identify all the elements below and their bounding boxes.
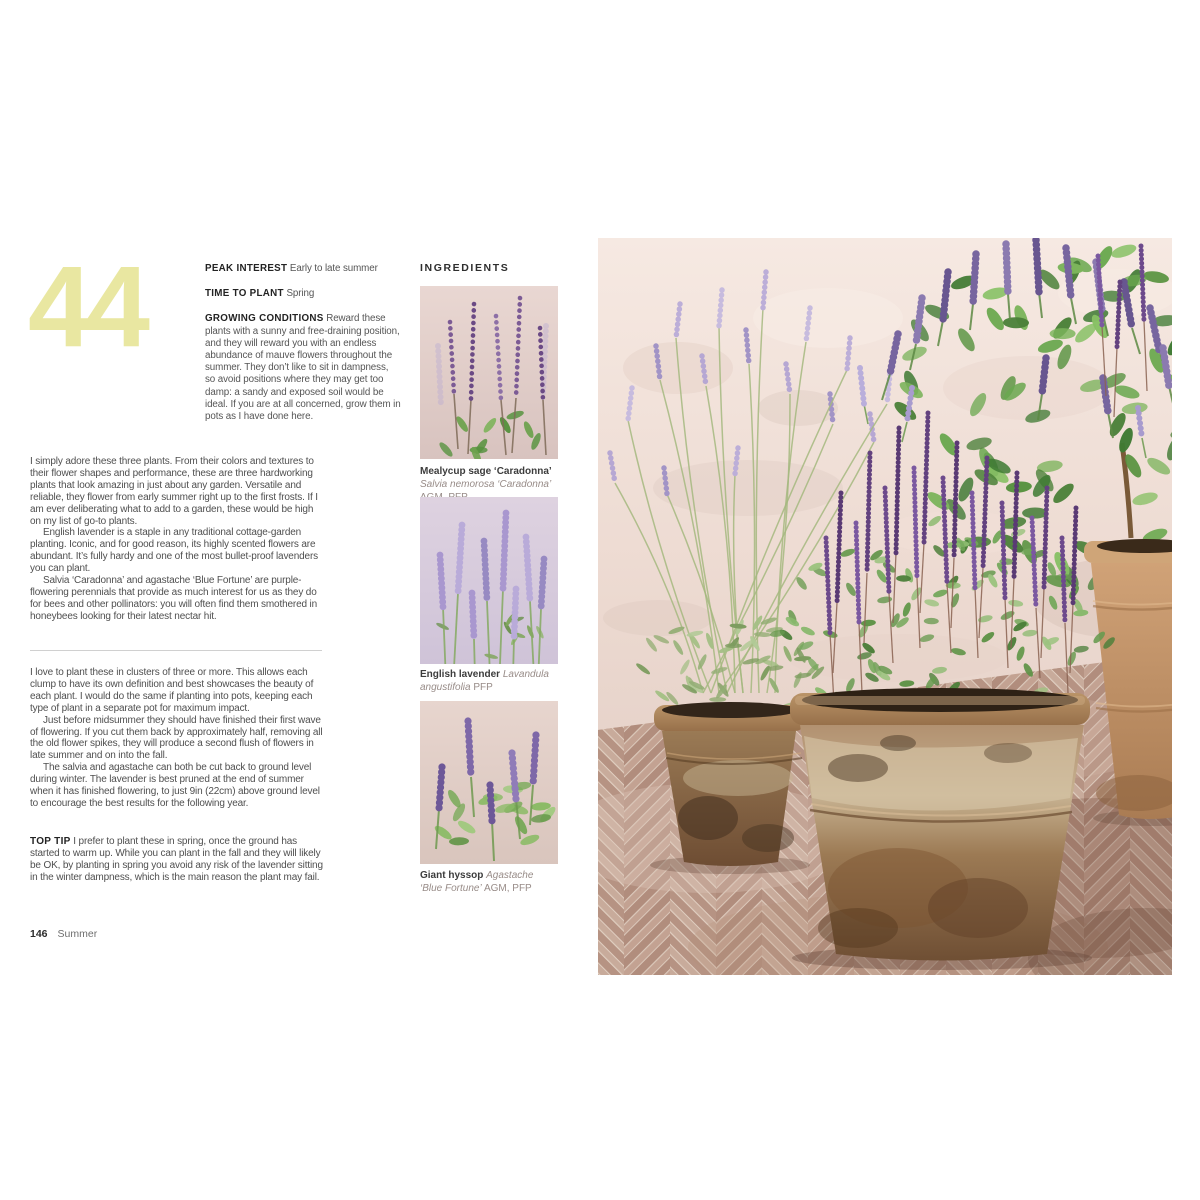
giant-hyssop-photo — [420, 701, 558, 864]
page-footer — [30, 928, 97, 940]
growing-conditions-label: GROWING CONDITIONS — [205, 313, 324, 325]
peak-interest-label: PEAK INTEREST — [205, 263, 288, 274]
footer-section-label: Summer — [57, 928, 98, 940]
mealycup-sage-photo — [420, 286, 558, 459]
growing-conditions-row — [205, 313, 401, 423]
peak-interest-value: Early to late summer — [289, 263, 378, 274]
english-lavender-photo — [420, 497, 558, 664]
ingredients-column — [420, 262, 558, 912]
top-tip-text: I prefer to plant these in spring, once the ground has started to warm up. While you can plant in the fall and they will likely be OK, by planting in spring you avoid any risk of the lavender sitting in the winter dampness, which is the main reason the plant may fail. — [30, 836, 323, 883]
ingredient-caption: English lavender Lavandula angustifolia PFP — [420, 669, 549, 693]
center-terracotta-pot — [790, 688, 1090, 961]
peak-interest-row — [205, 263, 401, 275]
main-photo-potted-plants — [598, 238, 1172, 975]
time-to-plant-value: Spring — [286, 288, 315, 300]
paragraph: Salvia ‘Caradonna’ and agastache ‘Blue Fortune’ are purple-flowering perennials that provide as much interest for us as they do for bees and other pollinators: you will often find them smothered in honeybees looking for their latest nectar hit. — [30, 575, 318, 622]
paragraph: English lavender is a staple in any traditional cottage-garden planting. Iconic, and for good reason, its highly scented flowers are abundant. It’s fully hardy and one of the most bullet-proof lavenders you can plant. — [30, 527, 318, 575]
growing-conditions-value: Reward these plants with a sunny and free-draining position, and they will reward you with an endless abundance of mauve flowers throughout the summer. They don’t like to sit in dampness, so avoid positions where they may get too damp: a sandy and exposed soil would be ideal. If you are at all concerned, grow them in pots as I have done here. — [205, 313, 401, 423]
paragraph: I love to plant these in clusters of three or more. This allows each clump to have its own definition and best showcases the beauty of each plant. I would do the same if planting into pots, keeping each type of plant in a separate pot for maximum impact. — [30, 667, 314, 714]
top-tip-label: TOP TIP — [30, 836, 71, 847]
paragraph: The salvia and agastache can both be cut back to ground level during winter. The lavender is best pruned at the end of summer when it has finished flowering, to just 9in (22cm) above ground level to encourage the best results for the following year. — [30, 762, 320, 809]
body-column-top — [30, 456, 326, 623]
section-divider — [30, 650, 322, 651]
ingredients-heading: INGREDIENTS — [420, 262, 510, 274]
paragraph: Just before midsummer they should have finished their first wave of flowering. If you cut them back by approximately half, removing all the old flower spikes, they will produce a second flush of flowers in late summer and on into the fall. — [30, 714, 323, 762]
ingredient-caption: Mealycup sage ‘Caradonna’ Salvia nemorosa ‘Caradonna’ — [420, 466, 552, 490]
time-to-plant-label: TIME TO PLANT — [205, 288, 284, 300]
top-tip — [30, 836, 326, 884]
footer-page-number: 146 — [30, 928, 48, 940]
body-column-bottom — [30, 667, 326, 810]
info-column — [205, 263, 401, 436]
ingredient-caption: Giant hyssop Agastache ‘Blue Fortune’ AGM, PFP — [420, 870, 534, 894]
page-number-badge: 44 — [28, 243, 144, 371]
paragraph: I simply adore these three plants. From their colors and textures to their flower shapes and performance, these are three hardworking plants that look amazing in just about any garden. Versatile and reliable, they flower from early summer right up to the first frosts. If I am ever deliberating what to add to a garden, these would be high on my list of go-to plants. — [30, 456, 318, 527]
time-to-plant-row — [205, 288, 401, 300]
